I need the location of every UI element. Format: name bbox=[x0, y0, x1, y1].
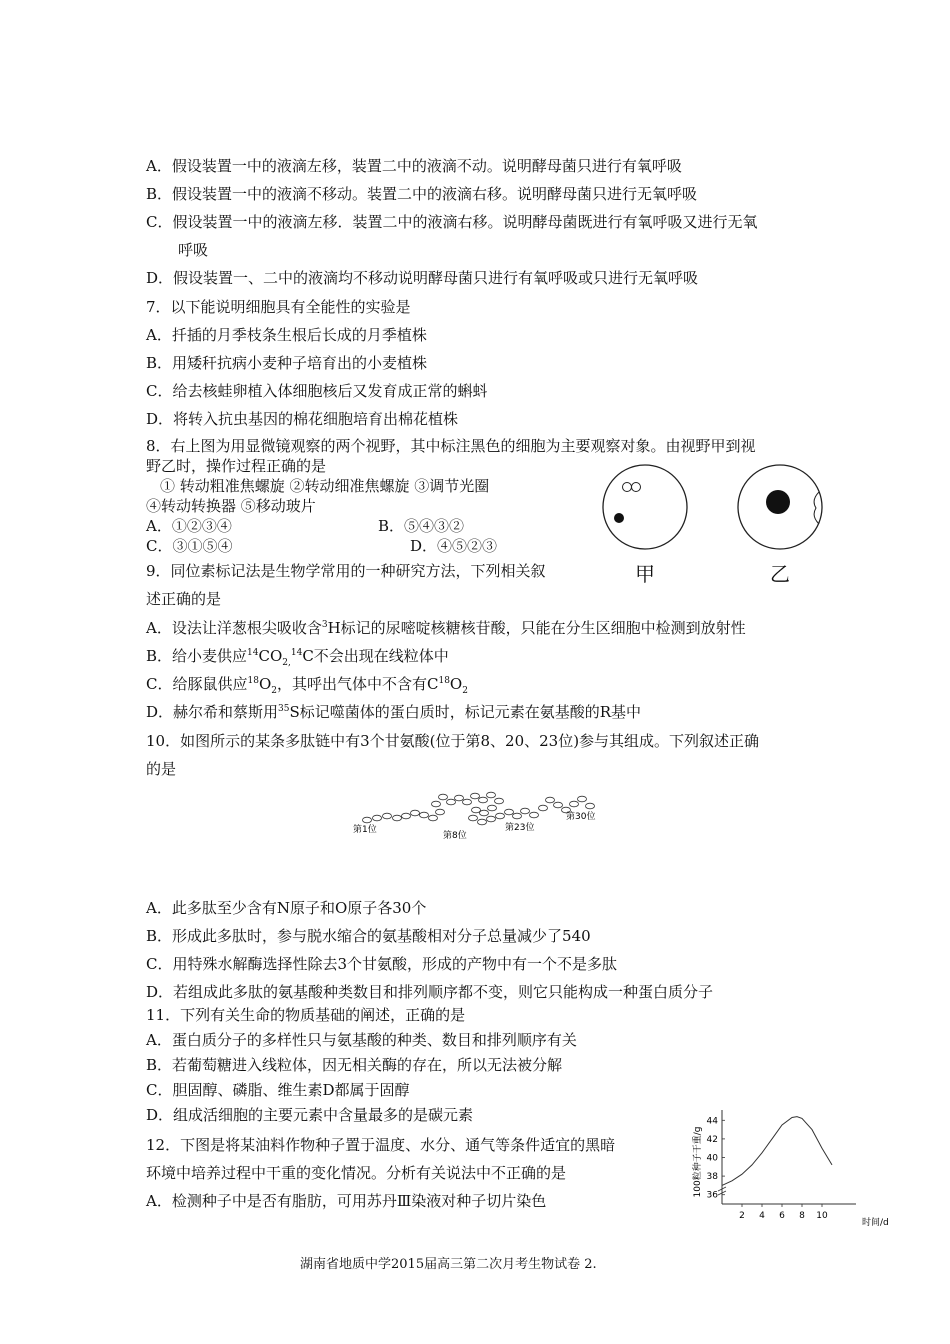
amino-acid-bead bbox=[429, 815, 438, 821]
amino-acid-bead bbox=[530, 812, 539, 818]
amino-acid-bead bbox=[570, 801, 579, 807]
polypeptide-chain-figure bbox=[345, 782, 615, 844]
target-cell-small bbox=[614, 513, 624, 523]
q7-option-d: D．将转入抗虫基因的棉花细胞培育出棉花植株 bbox=[146, 410, 459, 428]
q10-stem-line1: 10．如图所示的某条多肽链中有3个甘氨酸(位于第8、20、23位)参与其组成。下列叙述正确 bbox=[146, 732, 760, 750]
y-tick-label: 36 bbox=[706, 1190, 718, 1201]
amino-acid-bead bbox=[411, 810, 420, 816]
cell-edge-partial bbox=[814, 492, 819, 524]
chart-xlabel: 时间/d bbox=[862, 1218, 889, 1228]
q7-option-b: B．用矮秆抗病小麦种子培育出的小麦植株 bbox=[146, 354, 428, 372]
q6-option-a: A．假设装置一中的液滴左移，装置二中的液滴不动。说明酵母菌只进行有氧呼吸 bbox=[146, 157, 682, 175]
label-position-23: 第23位 bbox=[505, 823, 535, 833]
amino-acid-bead bbox=[432, 801, 441, 807]
amino-acid-bead bbox=[578, 796, 587, 802]
amino-acid-bead bbox=[393, 815, 402, 821]
q12-stem-line2: 环境中培养过程中干重的变化情况。分析有关说法中不正确的是 bbox=[146, 1164, 567, 1182]
label-yi: 乙 bbox=[770, 562, 790, 586]
q9-option-b: B．给小麦供应$^{14}CO_{2,}^{14}C$不会出现在线粒体中 bbox=[146, 647, 449, 668]
q7-stem: 7．以下能说明细胞具有全能性的实验是 bbox=[146, 298, 411, 316]
amino-acid-bead bbox=[487, 792, 496, 798]
amino-acid-bead bbox=[487, 816, 496, 822]
amino-acid-bead bbox=[513, 813, 522, 819]
q11-option-d: D．组成活细胞的主要元素中含量最多的是碳元素 bbox=[146, 1106, 474, 1124]
q10-option-c: C．用特殊水解酶选择性除去3个甘氨酸，形成的产物中有一个不是多肽 bbox=[146, 955, 618, 973]
q8-option-d: D．④⑤②③ bbox=[410, 537, 498, 555]
q6-option-b: B．假设装置一中的液滴不移动。装置二中的液滴右移。说明酵母菌只进行无氧呼吸 bbox=[146, 185, 698, 203]
amino-acid-bead bbox=[472, 807, 481, 813]
amino-acid-bead bbox=[521, 808, 530, 814]
amino-acid-bead bbox=[546, 797, 555, 803]
label-position-8: 第8位 bbox=[443, 831, 467, 841]
q11-stem: 11．下列有关生命的物质基础的阐述，正确的是 bbox=[146, 1006, 466, 1024]
q12-option-a: A．检测种子中是否有脂肪，可用苏丹Ⅲ染液对种子切片染色 bbox=[146, 1192, 547, 1210]
amino-acid-bead bbox=[402, 813, 411, 819]
x-tick-label: 2 bbox=[739, 1211, 745, 1221]
microscope-fields-figure bbox=[600, 452, 830, 562]
q9-option-a: A．设法让洋葱根尖吸收含$^3$H标记的尿嘧啶核糖核苷酸，只能在分生区细胞中检测到放射性 bbox=[146, 619, 746, 637]
q8-option-b: B．⑤④③② bbox=[378, 517, 465, 535]
label-jia: 甲 bbox=[635, 562, 655, 586]
q10-option-b: B．形成此多肽时，参与脱水缩合的氨基酸相对分子总量减少了540 bbox=[146, 927, 591, 945]
label-position-1: 第1位 bbox=[353, 825, 377, 835]
q9-stem-line1: 9．同位素标记法是生物学常用的一种研究方法，下列相关叙 bbox=[146, 562, 546, 580]
amino-acid-bead bbox=[539, 805, 548, 811]
dry-weight-chart bbox=[686, 1104, 896, 1230]
x-tick-label: 10 bbox=[816, 1211, 828, 1221]
q6-option-c-continued: 呼吸 bbox=[178, 241, 209, 259]
amino-acid-bead bbox=[363, 817, 372, 823]
amino-acid-bead bbox=[447, 799, 456, 805]
amino-acid-bead bbox=[505, 809, 514, 815]
page-footer: 湖南省地质中学2015届高三第二次月考生物试卷 2. bbox=[300, 1257, 597, 1272]
amino-acid-bead bbox=[480, 810, 489, 816]
q8-steps-line2: ④转动转换器 ⑤移动玻片 bbox=[146, 497, 316, 515]
y-tick-label: 44 bbox=[706, 1116, 718, 1127]
q8-stem-line1: 8．右上图为用显微镜观察的两个视野，其中标注黑色的细胞为主要观察对象。由视野甲到视 bbox=[146, 437, 756, 455]
amino-acid-bead bbox=[436, 809, 445, 815]
x-tick-label: 8 bbox=[799, 1211, 805, 1221]
amino-acid-bead bbox=[496, 813, 505, 819]
q11-option-c: C．胆固醇、磷脂、维生素D都属于固醇 bbox=[146, 1081, 410, 1099]
q9-option-c: C．给豚鼠供应$^{18}O_2$，其呼出气体中不含有$C^{18}O_2$ bbox=[146, 675, 468, 696]
q11-option-a: A．蛋白质分子的多样性只与氨基酸的种类、数目和排列顺序有关 bbox=[146, 1031, 577, 1049]
amino-acid-bead bbox=[495, 798, 504, 804]
amino-acid-bead bbox=[420, 812, 429, 818]
q11-option-b: B．若葡萄糖进入线粒体，因无相关酶的存在，所以无法被分解 bbox=[146, 1056, 563, 1074]
dry-weight-curve bbox=[722, 1117, 832, 1186]
field-jia bbox=[603, 465, 687, 549]
q10-option-d: D．若组成此多肽的氨基酸种类数目和排列顺序都不变，则它只能构成一种蛋白质分子 bbox=[146, 983, 714, 1001]
q6-option-d: D．假设装置一、二中的液滴均不移动说明酵母菌只进行有氧呼吸或只进行无氧呼吸 bbox=[146, 269, 699, 287]
q9-stem-line2: 述正确的是 bbox=[146, 590, 222, 608]
amino-acid-bead bbox=[439, 794, 448, 800]
y-tick-label: 38 bbox=[706, 1172, 718, 1183]
amino-acid-bead bbox=[373, 815, 382, 821]
amino-acid-bead bbox=[463, 799, 472, 805]
chart-axes bbox=[718, 1110, 856, 1204]
q12-stem-line1: 12．下图是将某油料作物种子置于温度、水分、通气等条件适宜的黑暗 bbox=[146, 1136, 616, 1154]
amino-acid-bead bbox=[586, 803, 595, 809]
amino-acid-bead bbox=[469, 815, 478, 821]
y-tick-label: 42 bbox=[706, 1134, 718, 1145]
amino-acid-bead bbox=[455, 795, 464, 801]
x-tick-label: 6 bbox=[779, 1211, 785, 1221]
q6-option-c: C．假设装置一中的液滴左移．装置二中的液滴右移。说明酵母菌既进行有氧呼吸又进行无氧 bbox=[146, 213, 758, 231]
q8-option-c: C．③①⑤④ bbox=[146, 537, 233, 555]
q8-steps-line1: ① 转动粗准焦螺旋 ②转动细准焦螺旋 ③调节光圈 bbox=[160, 477, 490, 495]
amino-acid-chain bbox=[363, 792, 595, 825]
cell-outline-1 bbox=[623, 483, 632, 492]
label-position-30: 第30位 bbox=[566, 812, 596, 822]
amino-acid-bead bbox=[554, 802, 563, 808]
q9-option-d: D．赫尔希和蔡斯用$^{35}$S标记噬菌体的蛋白质时，标记元素在氨基酸的R基中 bbox=[146, 703, 642, 721]
x-tick-label: 4 bbox=[759, 1211, 765, 1221]
amino-acid-bead bbox=[471, 793, 480, 799]
q8-stem-line2: 野乙时，操作过程正确的是 bbox=[146, 457, 327, 475]
amino-acid-bead bbox=[383, 813, 392, 819]
q8-option-a: A．①②③④ bbox=[146, 517, 232, 535]
amino-acid-bead bbox=[479, 797, 488, 803]
q7-option-a: A．扦插的月季枝条生根后长成的月季植株 bbox=[146, 326, 427, 344]
amino-acid-bead bbox=[478, 819, 487, 825]
chart-ylabel: 100粒种子干重/g bbox=[693, 1126, 703, 1198]
amino-acid-bead bbox=[488, 805, 497, 811]
y-tick-label: 40 bbox=[706, 1153, 718, 1164]
q10-option-a: A．此多肽至少含有N原子和O原子各30个 bbox=[146, 899, 427, 917]
q10-stem-line2: 的是 bbox=[146, 760, 177, 778]
cell-outline-2 bbox=[632, 483, 641, 492]
chart-ticks bbox=[707, 1116, 828, 1221]
target-cell-large bbox=[766, 490, 790, 514]
q7-option-c: C．给去核蛙卵植入体细胞核后又发育成正常的蝌蚪 bbox=[146, 382, 488, 400]
